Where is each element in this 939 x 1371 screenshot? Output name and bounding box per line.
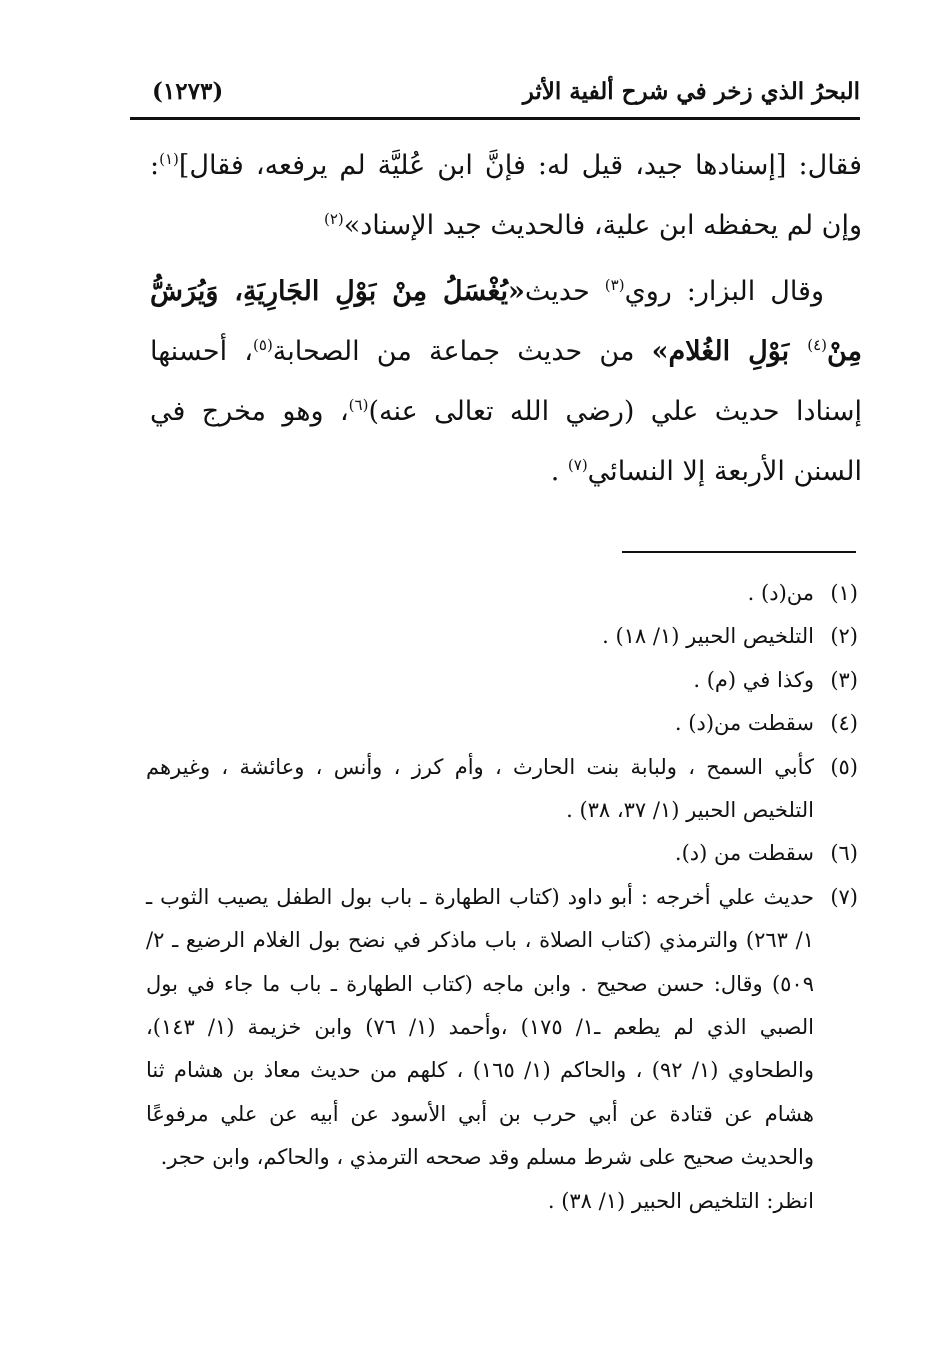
page-number: (١٢٧٣) bbox=[152, 78, 224, 105]
p2-text-f: . bbox=[550, 456, 568, 487]
footnote-6 bbox=[146, 832, 858, 875]
footnote-ref-6: (٦) bbox=[348, 396, 369, 414]
footnote-number: ( ١ ) bbox=[814, 572, 858, 615]
footnote-separator bbox=[622, 551, 856, 553]
footnote-text: من(د) . bbox=[747, 581, 814, 605]
hadith-text-a: «يُغْسَلُ مِنْ بَوْلِ الجَارِيَةِ، وَيُرَشُّ مِنْ bbox=[150, 276, 862, 367]
footnote-number: ( ٥ ) bbox=[814, 746, 858, 833]
p1-text-a: فقال: [إسنادها جيد، قيل له: فإنَّ ابن عُليَّة لم يرفعه، فقال] bbox=[178, 150, 862, 181]
footnote-ref-2: (٢) bbox=[323, 210, 344, 228]
footnote-ref-4: (٤) bbox=[807, 336, 827, 354]
p2-text-d: ، أحسنها إسنادا حديث علي (رضي الله تعالى عنه) bbox=[150, 336, 862, 427]
footnote-7 bbox=[146, 876, 858, 1180]
paragraph-1 bbox=[150, 136, 862, 256]
footnote-4 bbox=[146, 702, 858, 745]
footnote-text: حديث علي أخرجه : أبو داود (كتاب الطهارة ـ باب بول الطفل يصيب الثوب ـ ١/ ٢٦٣) والترمذي (كتاب الصلاة ، باب ماذكر في نضح بول الغلام الرضيع ـ ٢/ ٥٠٩) وقال: حسن صحيح . وابن ماجه (كتاب الطهارة ـ باب ما جاء في بول الصبي الذي لم يطعم ـ١/ ١٧٥) ،وأحمد (١/ ٧٦) وابن خزيمة (١/ ١٤٣)، والطحاوي (١/ ٩٢) ، والحاكم (١/ ١٦٥) ، كلهم من حديث معاذ بن هشام ثنا هشام عن قتادة عن أبي حرب بن أبي الأسود عن أبيه عن علي مرفوعًا والحديث صحيح على شرط مسلم وقد صححه الترمذي ، والحاكم، وابن حجر. bbox=[146, 884, 814, 1170]
footnote-3 bbox=[146, 659, 858, 702]
footnote-text: وكذا في (م) . bbox=[693, 667, 814, 692]
footnote-5 bbox=[146, 746, 858, 833]
footnote-number: ( ٣ ) bbox=[814, 659, 858, 702]
footnote-ref-1: (١) bbox=[159, 150, 179, 168]
footnote-text: التلخيص الحبير (١/ ١٨) . bbox=[602, 624, 814, 649]
footnote-text: سقطت من(د) . bbox=[674, 711, 814, 736]
footnotes bbox=[146, 572, 858, 1223]
p2-text-e: ، وهو مخرج في السنن الأربعة إلا النسائي bbox=[150, 396, 862, 487]
footnote-text: سقطت من (د). bbox=[674, 841, 814, 866]
footnote-ref-7: (٧) bbox=[567, 456, 588, 474]
footnote-see-also: انظر: التلخيص الحبير (١/ ٣٨) . bbox=[547, 1188, 814, 1213]
footnote-ref-3: (٣) bbox=[604, 276, 625, 294]
footnote-1 bbox=[146, 572, 858, 615]
footnote-number: ( ٤ ) bbox=[814, 702, 858, 745]
footnote-number: ( ٦ ) bbox=[814, 832, 858, 875]
header-rule bbox=[130, 117, 860, 120]
main-text bbox=[150, 136, 862, 502]
footnote-ref-5: (٥) bbox=[253, 336, 273, 354]
footnote-number: ( ٧ ) bbox=[814, 876, 858, 1180]
hadith-text-b: بَوْلِ الغُلام» bbox=[651, 336, 808, 367]
paragraph-2 bbox=[150, 262, 862, 502]
p2-text-c: من حديث جماعة من الصحابة bbox=[272, 336, 652, 367]
running-header bbox=[130, 70, 860, 118]
p2-text-b: حديث bbox=[524, 276, 605, 307]
footnote-text: كأبي السمح ، ولبابة بنت الحارث ، وأم كرز ، وأنس ، وعائشة ، وغيرهم التلخيص الحبير (١/ ٣٧، ٣٨) . bbox=[146, 754, 814, 823]
book-title: البحرُ الذي زخر في شرح ألفية الأثر bbox=[522, 78, 860, 105]
footnote-2 bbox=[146, 615, 858, 658]
footnote-number: ( ٢ ) bbox=[814, 615, 858, 658]
p1-text-b: : وإن لم يحفظه ابن علية، فالحديث جيد الإسناد» bbox=[150, 150, 862, 241]
p2-text-a: وقال البزار: روي bbox=[624, 276, 825, 307]
